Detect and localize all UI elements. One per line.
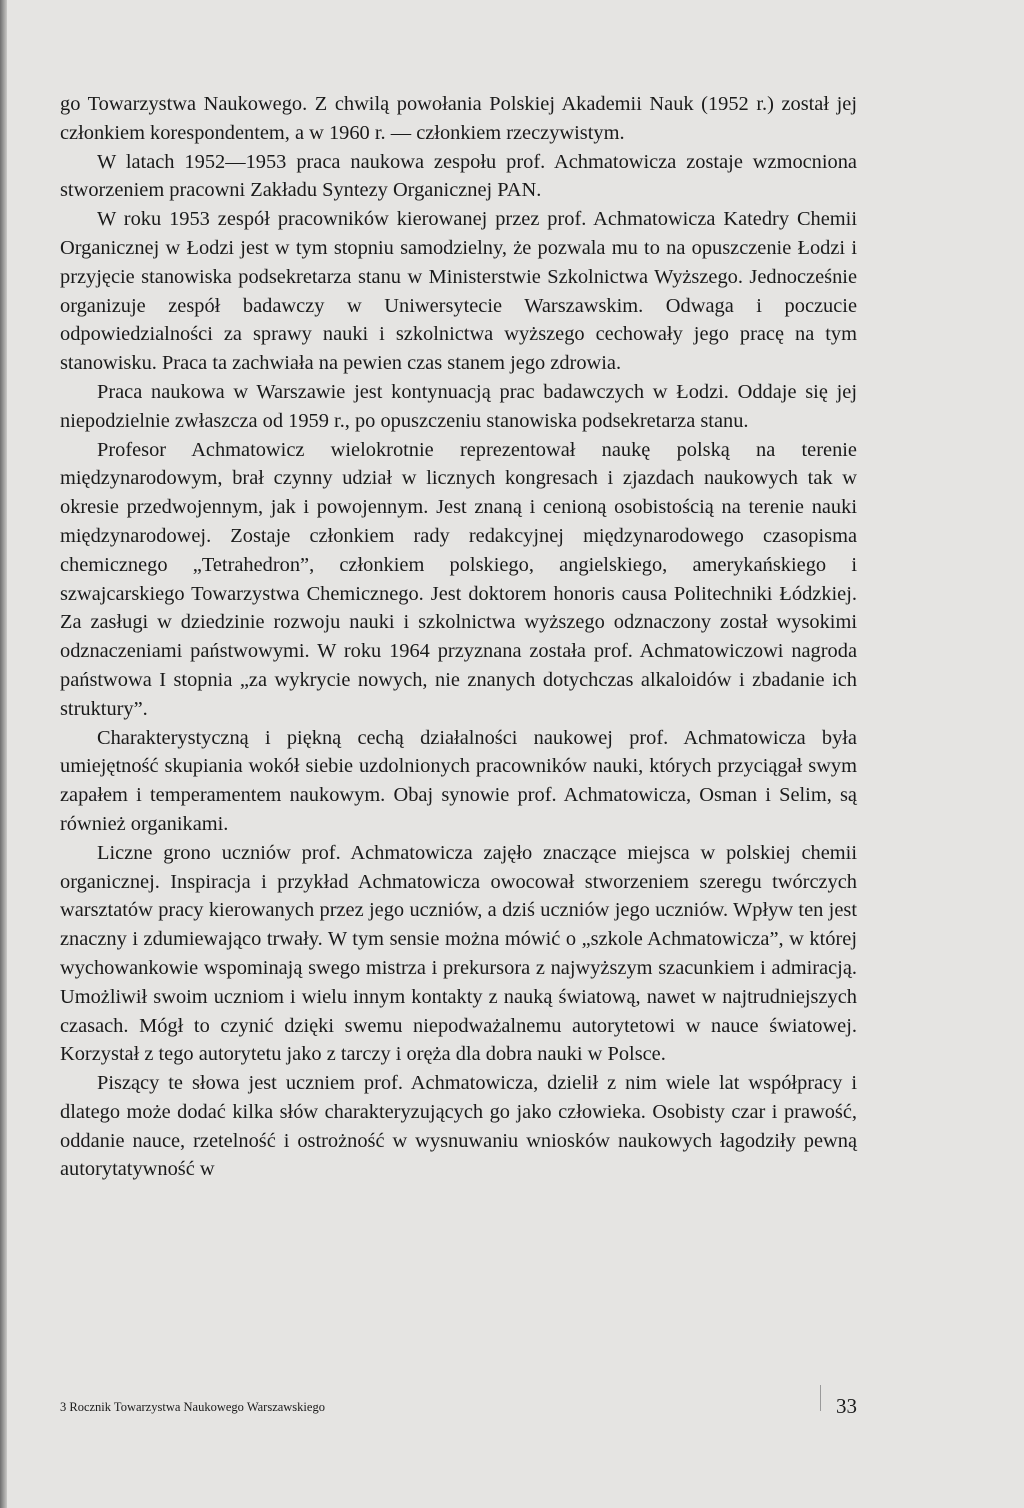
paragraph-4: Praca naukowa w Warszawie jest kontynuacją prac badawczych w Łodzi. Oddaje się jej niepodzielnie zwłaszcza od 1959 r., po opuszczeniu stanowiska podsekretarza stanu. bbox=[60, 380, 857, 432]
paragraph-1: go Towarzystwa Naukowego. Z chwilą powołania Polskiej Akademii Nauk (1952 r.) został jej członkiem korespondentem, a w 1960 r. — członkiem rzeczywistym. bbox=[60, 93, 857, 144]
paragraph-5: Profesor Achmatowicz wielokrotnie reprezentował naukę polską na terenie międzynarodowym, brał czynny udział w licznych kongresach i zjazdach naukowych tak w okresie przedwojennym, jak i powojennym. Jest znaną i cenioną osobistością na terenie nauki międzynarodowej. Zostaje członkiem rady redakcyjnej międzynarodowego czasopisma chemicznego „Tetrahedron”, członkiem polskiego, angielskiego, amerykańskiego i szwajcarskiego Towarzystwa Chemicznego. Jest doktorem honoris causa Politechniki Łódzkiej. Za zasługi w dziedzinie rozwoju nauki i szkolnictwa wyższego odznaczony został wysokimi odznaczeniami państwowymi. W roku 1964 przyznana została prof. Achmatowiczowi nagroda państwowa I stopnia „za wykrycie nowych, nie znanych dotychczas alkaloidów i zbadanie ich struktury”. bbox=[60, 438, 857, 720]
footer-separator bbox=[820, 1385, 821, 1411]
paragraph-3: W roku 1953 zespół pracowników kierowanej przez prof. Achmatowicza Katedry Chemii Organicznej w Łodzi jest w tym stopniu samodzielny, że pozwala mu to na opuszczenie Łodzi i przyjęcie stanowiska podsekretarza stanu w Ministerstwie Szkolnictwa Wyższego. Jednocześnie organizuje zespół badawczy w Uniwersytecie Warszawskim. Odwaga i poczucie odpowiedzialności za sprawy nauki i szkolnictwa wyższego cechowały jego pracę na tym stanowisku. Praca ta zachwiała na pewien czas stanem jego zdrowia. bbox=[60, 208, 857, 375]
page-binding-edge bbox=[0, 0, 7, 1508]
page-footer bbox=[60, 1381, 857, 1421]
page-body bbox=[60, 90, 857, 1184]
page-number: 33 bbox=[836, 1394, 857, 1418]
paragraph-7: Liczne grono uczniów prof. Achmatowicza zajęło znaczące miejsca w polskiej chemii organicznej. Inspiracja i przykład Achmatowicza owocował stworzeniem szeregu twórczych warsztatów pracy kierowanych przez jego uczniów, a dziś uczniów jego uczniów. Wpływ ten jest znaczny i zdumiewająco trwały. W tym sensie można mówić o „szkole Achmatowicza”, w której wychowankowie wspominają swego mistrza i prekursora z najwyższym szacunkiem i admiracją. Umożliwił swoim uczniom i wielu innym kontakty z nauką światową, nawet w najtrudniejszych czasach. Mógł to czynić dzięki swemu niepodważalnemu autorytetowi w nauce światowej. Korzystał z tego autorytetu jako z tarczy i oręża dla dobra nauki w Polsce. bbox=[60, 841, 857, 1066]
paragraph-8: Piszący te słowa jest uczniem prof. Achmatowicza, dzielił z nim wiele lat współpracy i dlatego może dodać kilka słów charakteryzujących go jako człowieka. Osobisty czar i prawość, oddanie nauce, rzetelność i ostrożność w wysnuwaniu wniosków naukowych łagodziły pewną autorytatywność w bbox=[60, 1072, 857, 1181]
paragraph-2: W latach 1952—1953 praca naukowa zespołu prof. Achmatowicza zostaje wzmocniona stworzeniem pracowni Zakładu Syntezy Organicznej PAN. bbox=[60, 150, 857, 202]
paragraph-6: Charakterystyczną i piękną cechą działalności naukowej prof. Achmatowicza była umiejętność skupiania wokół siebie uzdolnionych pracowników nauki, których przyciągał swym zapałem i temperamentem naukowym. Obaj synowie prof. Achmatowicza, Osman i Selim, są również organikami. bbox=[60, 726, 857, 835]
footer-signature-note: 3 Rocznik Towarzystwa Naukowego Warszawskiego bbox=[60, 1400, 325, 1414]
